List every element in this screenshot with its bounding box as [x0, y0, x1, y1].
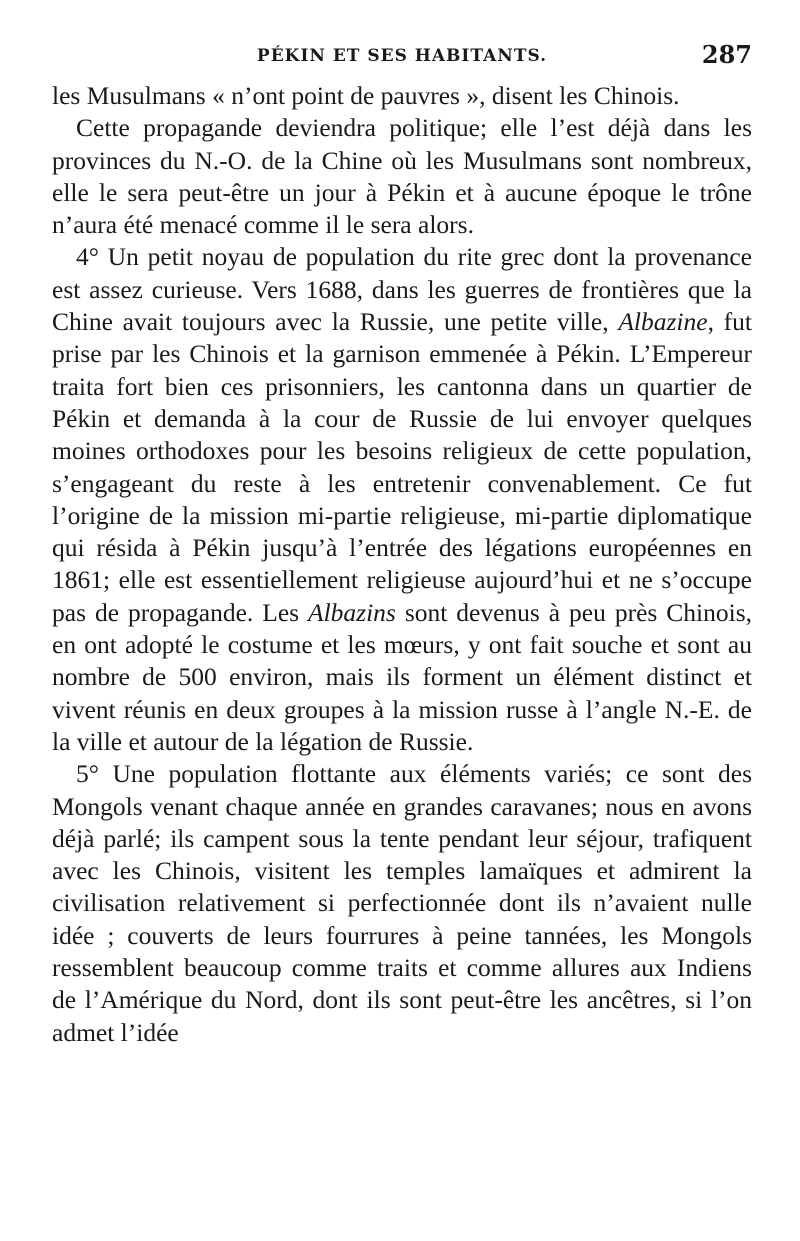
italic-albazins: Albazins [308, 597, 396, 627]
paragraph-greek-rite [52, 241, 752, 758]
running-title: PÉKIN ET SES HABITANTS. [256, 46, 548, 66]
page-number: 287 [701, 40, 752, 69]
body-text [52, 80, 752, 1049]
paragraph-continuation: les Musulmans « n’ont point de pauvres », disent les Chinois. [52, 81, 680, 110]
paragraph-propaganda: Cette propagande deviendra politique; elle l’est déjà dans les provinces du N.-O. de la Chine où les Musulmans sont nombreux, elle le sera peut-être un jour à Pékin et à aucune époque le trône n’aura été menacé comme il le sera alors. [52, 113, 752, 240]
italic-albazine: Albazine [618, 307, 708, 337]
text-span: 4° Un petit noyau de population du rite grec dont la provenance est assez curieuse. Vers 1688, dans les guerres de frontières que la Chine avait toujours avec la Russie, une petite ville, [52, 242, 752, 337]
paragraph-floating-population: 5° Une population flottante aux éléments variés; ce sont des Mongols venant chaque année en grandes caravanes; nous en avons déjà parlé; ils campent sous la tente pendant leur séjour, trafiquent avec les Chinois, visitent les temples lamaïques et admirent la civilisation relativement si perfectionnée dont ils n’avaient nulle idée ; couverts de leurs fourrures à peine tannées, les Mongols ressemblent beaucoup comme traits et comme allures aux Indiens de l’Amérique du Nord, dont ils sont peut-être les ancêtres, si l’on admet l’idée [52, 759, 752, 1047]
text-span: sont devenus à peu près Chinois, en ont adopté le costume et les mœurs, y ont fait souche et sont au nombre de 500 environ, mais ils forment un élément distinct et vivent réunis en deux groupes à la mission russe à l’angle N.-E. de la ville et autour de la légation de Russie. [52, 597, 752, 756]
text-span: , fut prise par les Chinois et la garnison emmenée à Pékin. L’Empereur traita fort bien ces prisonniers, les cantonna dans un quartier de Pékin et demanda à la cour de Russie de lui envoyer quelques moines orthodoxes pour les besoins religieux de cette population, s’engageant du reste à les entretenir convenablement. Ce fut l’origine de la mission mi-partie religieuse, mi-partie diplomatique qui résida à Pékin jusqu’à l’entrée des légations européennes en 1861; elle est essentiellement religieuse aujourd’hui et ne s’occupe pas de propagande. Les [52, 307, 752, 627]
page-header [52, 38, 752, 78]
